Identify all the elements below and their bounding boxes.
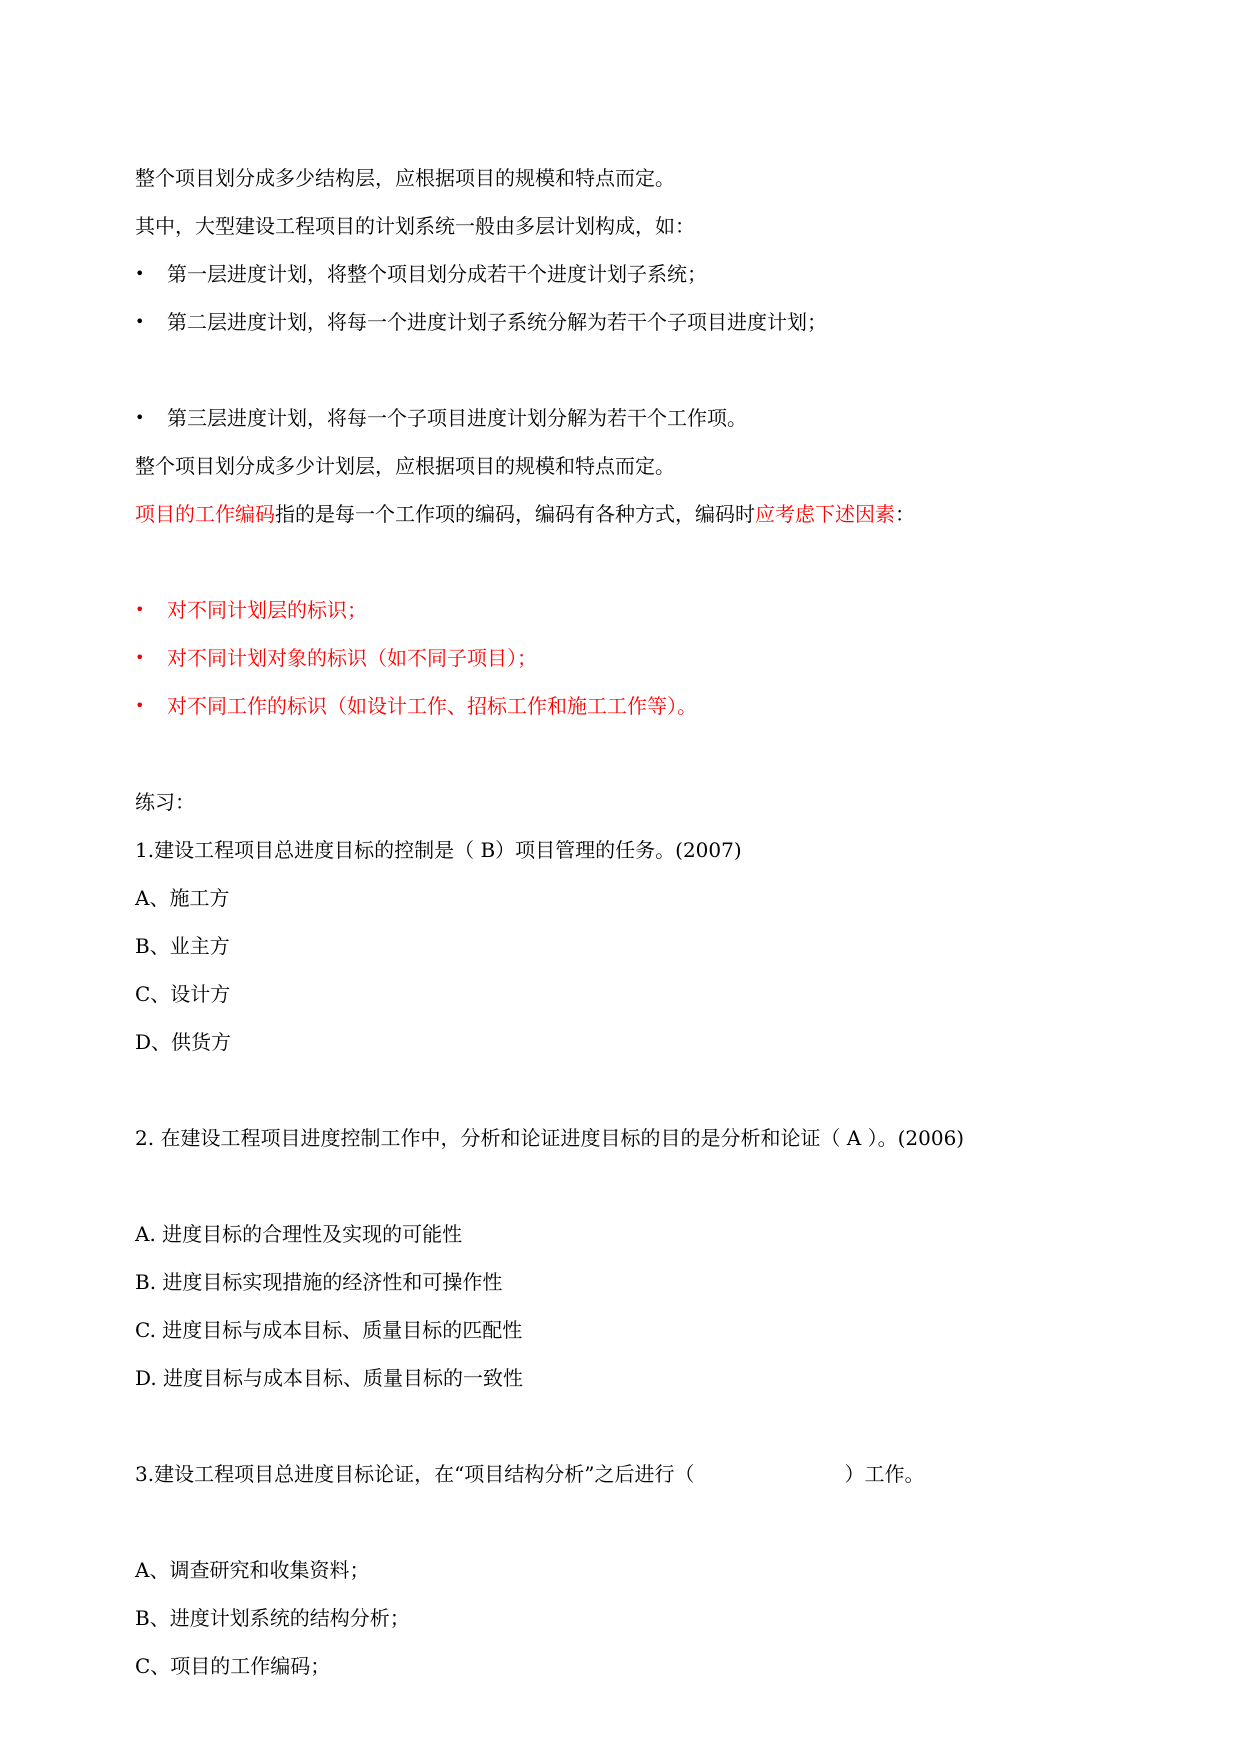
question-3-option-c: C、项目的工作编码； bbox=[135, 1654, 331, 1678]
bullet-item-level-2 bbox=[135, 307, 827, 337]
highlight-term: 项目的工作编码 bbox=[135, 502, 275, 526]
exercise-heading: 练习： bbox=[135, 790, 195, 814]
bullet-item-level-1 bbox=[135, 259, 707, 289]
bullet-dot-icon: • bbox=[135, 408, 145, 427]
question-3-option-b: B、进度计划系统的结构分析； bbox=[135, 1606, 410, 1630]
paragraph-plan-system-intro: 其中，大型建设工程项目的计划系统一般由多层计划构成，如： bbox=[135, 214, 695, 238]
question-1-stem: 1.建设工程项目总进度目标的控制是（ B）项目管理的任务。(2007) bbox=[135, 838, 742, 862]
red-bullet-item-3 bbox=[135, 691, 697, 721]
bullet-item-level-3 bbox=[135, 403, 747, 433]
question-2-option-b: B. 进度目标实现措施的经济性和可操作性 bbox=[135, 1270, 503, 1294]
red-bullet-item-1 bbox=[135, 595, 367, 625]
red-bullet-item-2 bbox=[135, 643, 537, 673]
bullet-dot-icon: • bbox=[135, 264, 145, 283]
question-3-stem bbox=[135, 1459, 925, 1489]
bullet-dot-icon: • bbox=[135, 648, 145, 667]
plain-text: 指的是每一个工作项的编码，编码有各种方式，编码时 bbox=[275, 502, 755, 526]
question-2-option-c: C. 进度目标与成本目标、质量目标的匹配性 bbox=[135, 1318, 523, 1342]
question-3-stem-start: 3.建设工程项目总进度目标论证，在“项目结构分析”之后进行（ bbox=[135, 1462, 695, 1486]
bullet-text: 对不同计划对象的标识（如不同子项目）； bbox=[167, 646, 537, 670]
bullet-text: 第一层进度计划，将整个项目划分成若干个进度计划子系统； bbox=[167, 262, 707, 286]
paragraph-plan-levels: 整个项目划分成多少计划层，应根据项目的规模和特点而定。 bbox=[135, 454, 675, 478]
question-3-stem-end: ）工作。 bbox=[844, 1462, 925, 1486]
question-1-option-c: C、设计方 bbox=[135, 982, 231, 1006]
paragraph-structure-levels: 整个项目划分成多少结构层，应根据项目的规模和特点而定。 bbox=[135, 166, 675, 190]
question-3-option-a: A、调查研究和收集资料； bbox=[135, 1558, 370, 1582]
question-2-option-d: D. 进度目标与成本目标、质量目标的一致性 bbox=[135, 1366, 524, 1390]
question-1-option-a: A、施工方 bbox=[135, 886, 230, 910]
bullet-dot-icon: • bbox=[135, 312, 145, 331]
highlight-term: 应考虑下述因素 bbox=[755, 502, 895, 526]
question-2-option-a: A. 进度目标的合理性及实现的可能性 bbox=[135, 1222, 463, 1246]
bullet-text: 第三层进度计划，将每一个子项目进度计划分解为若干个工作项。 bbox=[167, 406, 747, 430]
bullet-text: 对不同计划层的标识； bbox=[167, 598, 367, 622]
bullet-dot-icon: • bbox=[135, 696, 145, 715]
paragraph-work-coding bbox=[135, 499, 915, 529]
question-1-option-b: B、业主方 bbox=[135, 934, 230, 958]
plain-text: ： bbox=[895, 502, 915, 526]
bullet-dot-icon: • bbox=[135, 600, 145, 619]
bullet-text: 第二层进度计划，将每一个进度计划子系统分解为若干个子项目进度计划； bbox=[167, 310, 827, 334]
question-1-option-d: D、供货方 bbox=[135, 1030, 232, 1054]
bullet-text: 对不同工作的标识（如设计工作、招标工作和施工工作等）。 bbox=[167, 694, 697, 718]
question-2-stem: 2. 在建设工程项目进度控制工作中，分析和论证进度目标的目的是分析和论证（ A ）。(2006) bbox=[135, 1126, 965, 1150]
